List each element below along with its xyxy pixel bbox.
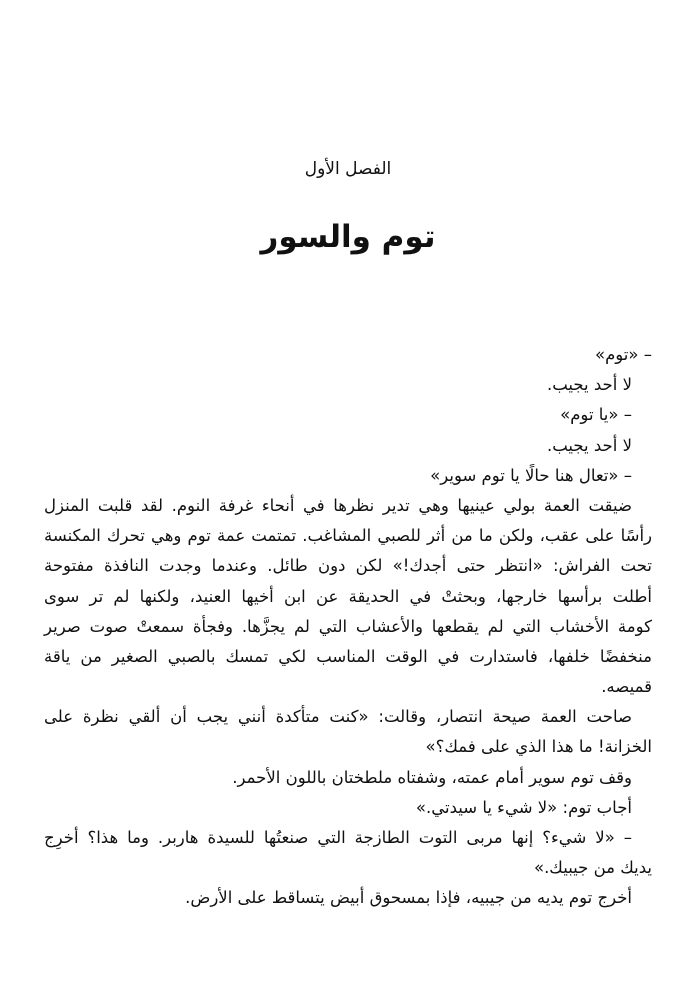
body-line: – «لا شيء؟ إنها مربى التوت الطازجة التي صنعتُها للسيدة هاربر. وما هذا؟ أخرِج <box>44 828 632 847</box>
body-line: صاحت العمة صيحة انتصار، وقالت: «كنت متأكدة أنني يجب أن ألقي نظرة على <box>44 707 632 727</box>
body-line: أجاب توم: «لا شيء يا سيدتي.» <box>415 797 632 817</box>
body-line: وقف توم سوير أمام عمته، وشفتاه ملطختان باللون الأحمر. <box>232 767 632 787</box>
body-line: ضيقت العمة بولي عينيها وهي تدير نظرها في أنحاء غرفة النوم. لقد قلبت المنزل <box>44 495 632 515</box>
body-line: أخرج توم يديه من جيبيه، فإذا بمسحوق أبيض يتساقط على الأرض. <box>185 888 632 908</box>
body-line: لا أحد يجيب. <box>546 435 632 455</box>
body-line: – «يا توم» <box>560 405 632 425</box>
body-line: يديك من جيبيك.» <box>533 858 652 878</box>
body-line: أطلت برأسها خارجها، وبحثتْ في الحديقة عن ابن أخيها العنيد، ولكنها لم تر سوى <box>44 586 652 606</box>
body-line: كومة الأخشاب التي لم يقطعها والأعشاب التي لم يجزَّها. وفجأة سمعتْ صوت صرير <box>44 616 652 636</box>
chapter-body <box>44 340 652 914</box>
body-line: – «تعال هنا حالًا يا توم سوير» <box>430 465 632 485</box>
body-line: منخفضًا خلفها، فاستدارت في الوقت المناسب لكي تمسك بالصبي الصغير من ياقة <box>44 646 652 666</box>
body-line: قميصه. <box>601 677 652 697</box>
body-line: تحت الفراش: «انتظر حتى أجدك!» لكن دون طائل. وعندما وجدت النافذة مفتوحة <box>44 556 652 576</box>
chapter-label: الفصل الأول <box>304 159 392 179</box>
body-line: لا أحد يجيب. <box>546 375 632 395</box>
body-line: رأسًا على عقب، ولكن ما من أثر للصبي المشاغب. تمتمت عمة توم وهي تحرك المكنسة <box>44 526 652 546</box>
body-line: الخزانة! ما هذا الذي على فمك؟» <box>425 737 652 757</box>
chapter-title: توم والسور <box>260 219 436 255</box>
body-line: – «توم» <box>594 345 652 364</box>
